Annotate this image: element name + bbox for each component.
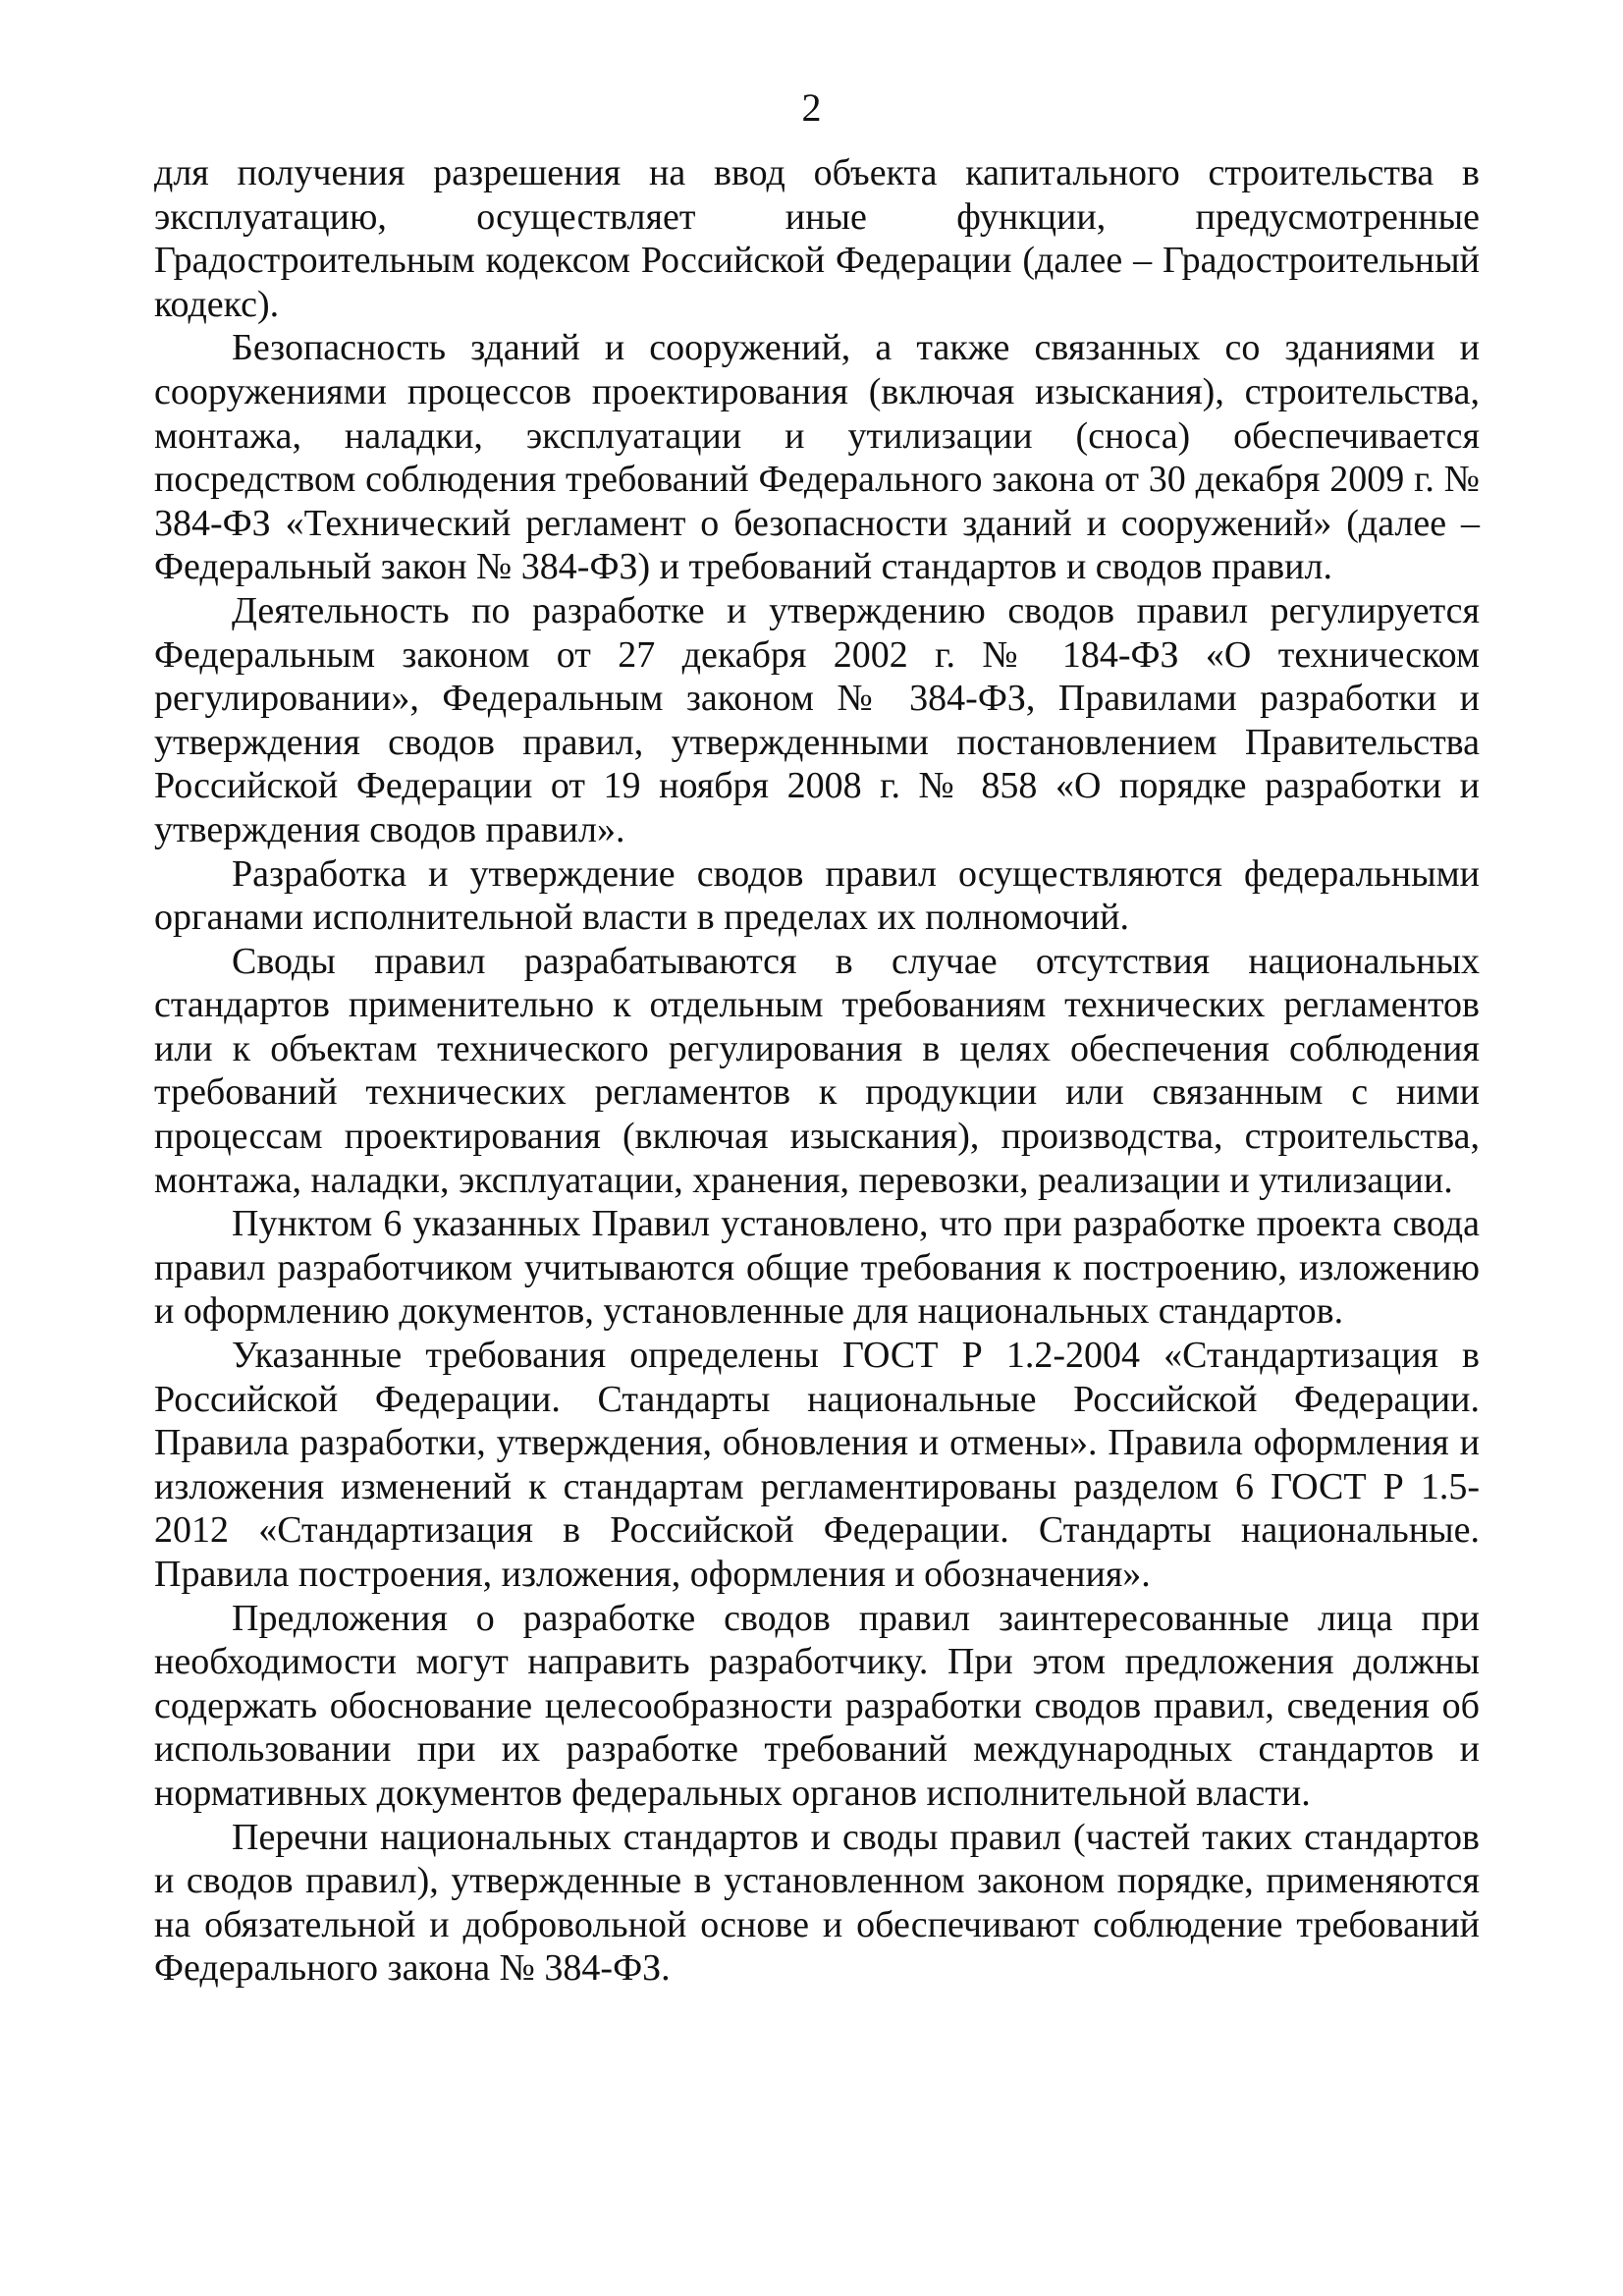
paragraph-clause-6: Пунктом 6 указанных Правил установлено, что при разработке проекта свода правил разработчиком учитываются общие требования к построению, изложению и оформлению документов, установленные для национальных стандартов. xyxy=(154,1203,1480,1333)
paragraph-building-safety: Безопасность зданий и сооружений, а также связанных со зданиями и сооружениями процессов проектирования (включая изыскания), строительства, монтажа, наладки, эксплуатации и утилизации (сноса) обеспечивается посредством соблюдения требований Федерального закона от 30 декабря 2009 г. № 384-ФЗ «Технический регламент о безопасности зданий и сооружений» (далее – Федеральный закон № 384-ФЗ) и требований стандартов и сводов правил. xyxy=(154,327,1480,588)
paragraph-rule-development-regulation: Деятельность по разработке и утверждению сводов правил регулируется Федеральным законом от 27 декабря 2002 г. № 184-ФЗ «О техническом регулировании», Федеральным законом № 384-ФЗ, Правилами разработки и утверждения сводов правил, утвержденными постановлением Правительства Российской Федерации от 19 ноября 2008 г. № 858 «О порядке разработки и утверждения сводов правил». xyxy=(154,589,1480,850)
page-number: 2 xyxy=(801,85,822,130)
paragraph-continuation: для получения разрешения на ввод объекта капитального строительства в эксплуатацию, осуществляет иные функции, предусмотренные Градостроительным кодексом Российской Федерации (далее – Градостроительный кодекс). xyxy=(154,152,1480,325)
paragraph-federal-authorities: Разработка и утверждение сводов правил осуществляются федеральными органами исполнительной власти в пределах их полномочий. xyxy=(154,852,1480,939)
paragraph-standards-lists: Перечни национальных стандартов и своды правил (частей таких стандартов и сводов правил), утвержденные в установленном законом порядке, применяются на обязательной и добровольной основе и обеспечивают соблюдение требований Федерального закона № 384-ФЗ. xyxy=(154,1816,1480,1990)
paragraph-gost-requirements: Указанные требования определены ГОСТ Р 1.2-2004 «Стандартизация в Российской Федерации. Стандарты национальные Российской Федерации. Правила разработки, утверждения, обновления и отмены». Правила оформления и изложения изменений к стандартам регламентированы разделом 6 ГОСТ Р 1.5-2012 «Стандартизация в Российской Федерации. Стандарты национальные. Правила построения, изложения, оформления и обозначения». xyxy=(154,1335,1480,1595)
paragraph-rules-purpose: Своды правил разрабатываются в случае отсутствия национальных стандартов применительно к отдельным требованиям технических регламентов или к объектам технического регулирования в целях обеспечения соблюдения требований технических регламентов к продукции или связанным с ними процессам проектирования (включая изыскания), производства, строительства, монтажа, наладки, эксплуатации, хранения, перевозки, реализации и утилизации. xyxy=(154,940,1480,1201)
paragraph-proposals: Предложения о разработке сводов правил заинтересованные лица при необходимости могут направить разработчику. При этом предложения должны содержать обоснование целесообразности разработки сводов правил, сведения об использовании при их разработке требований международных стандартов и нормативных документов федеральных органов исполнительной власти. xyxy=(154,1597,1480,1814)
document-body xyxy=(154,151,1480,1991)
